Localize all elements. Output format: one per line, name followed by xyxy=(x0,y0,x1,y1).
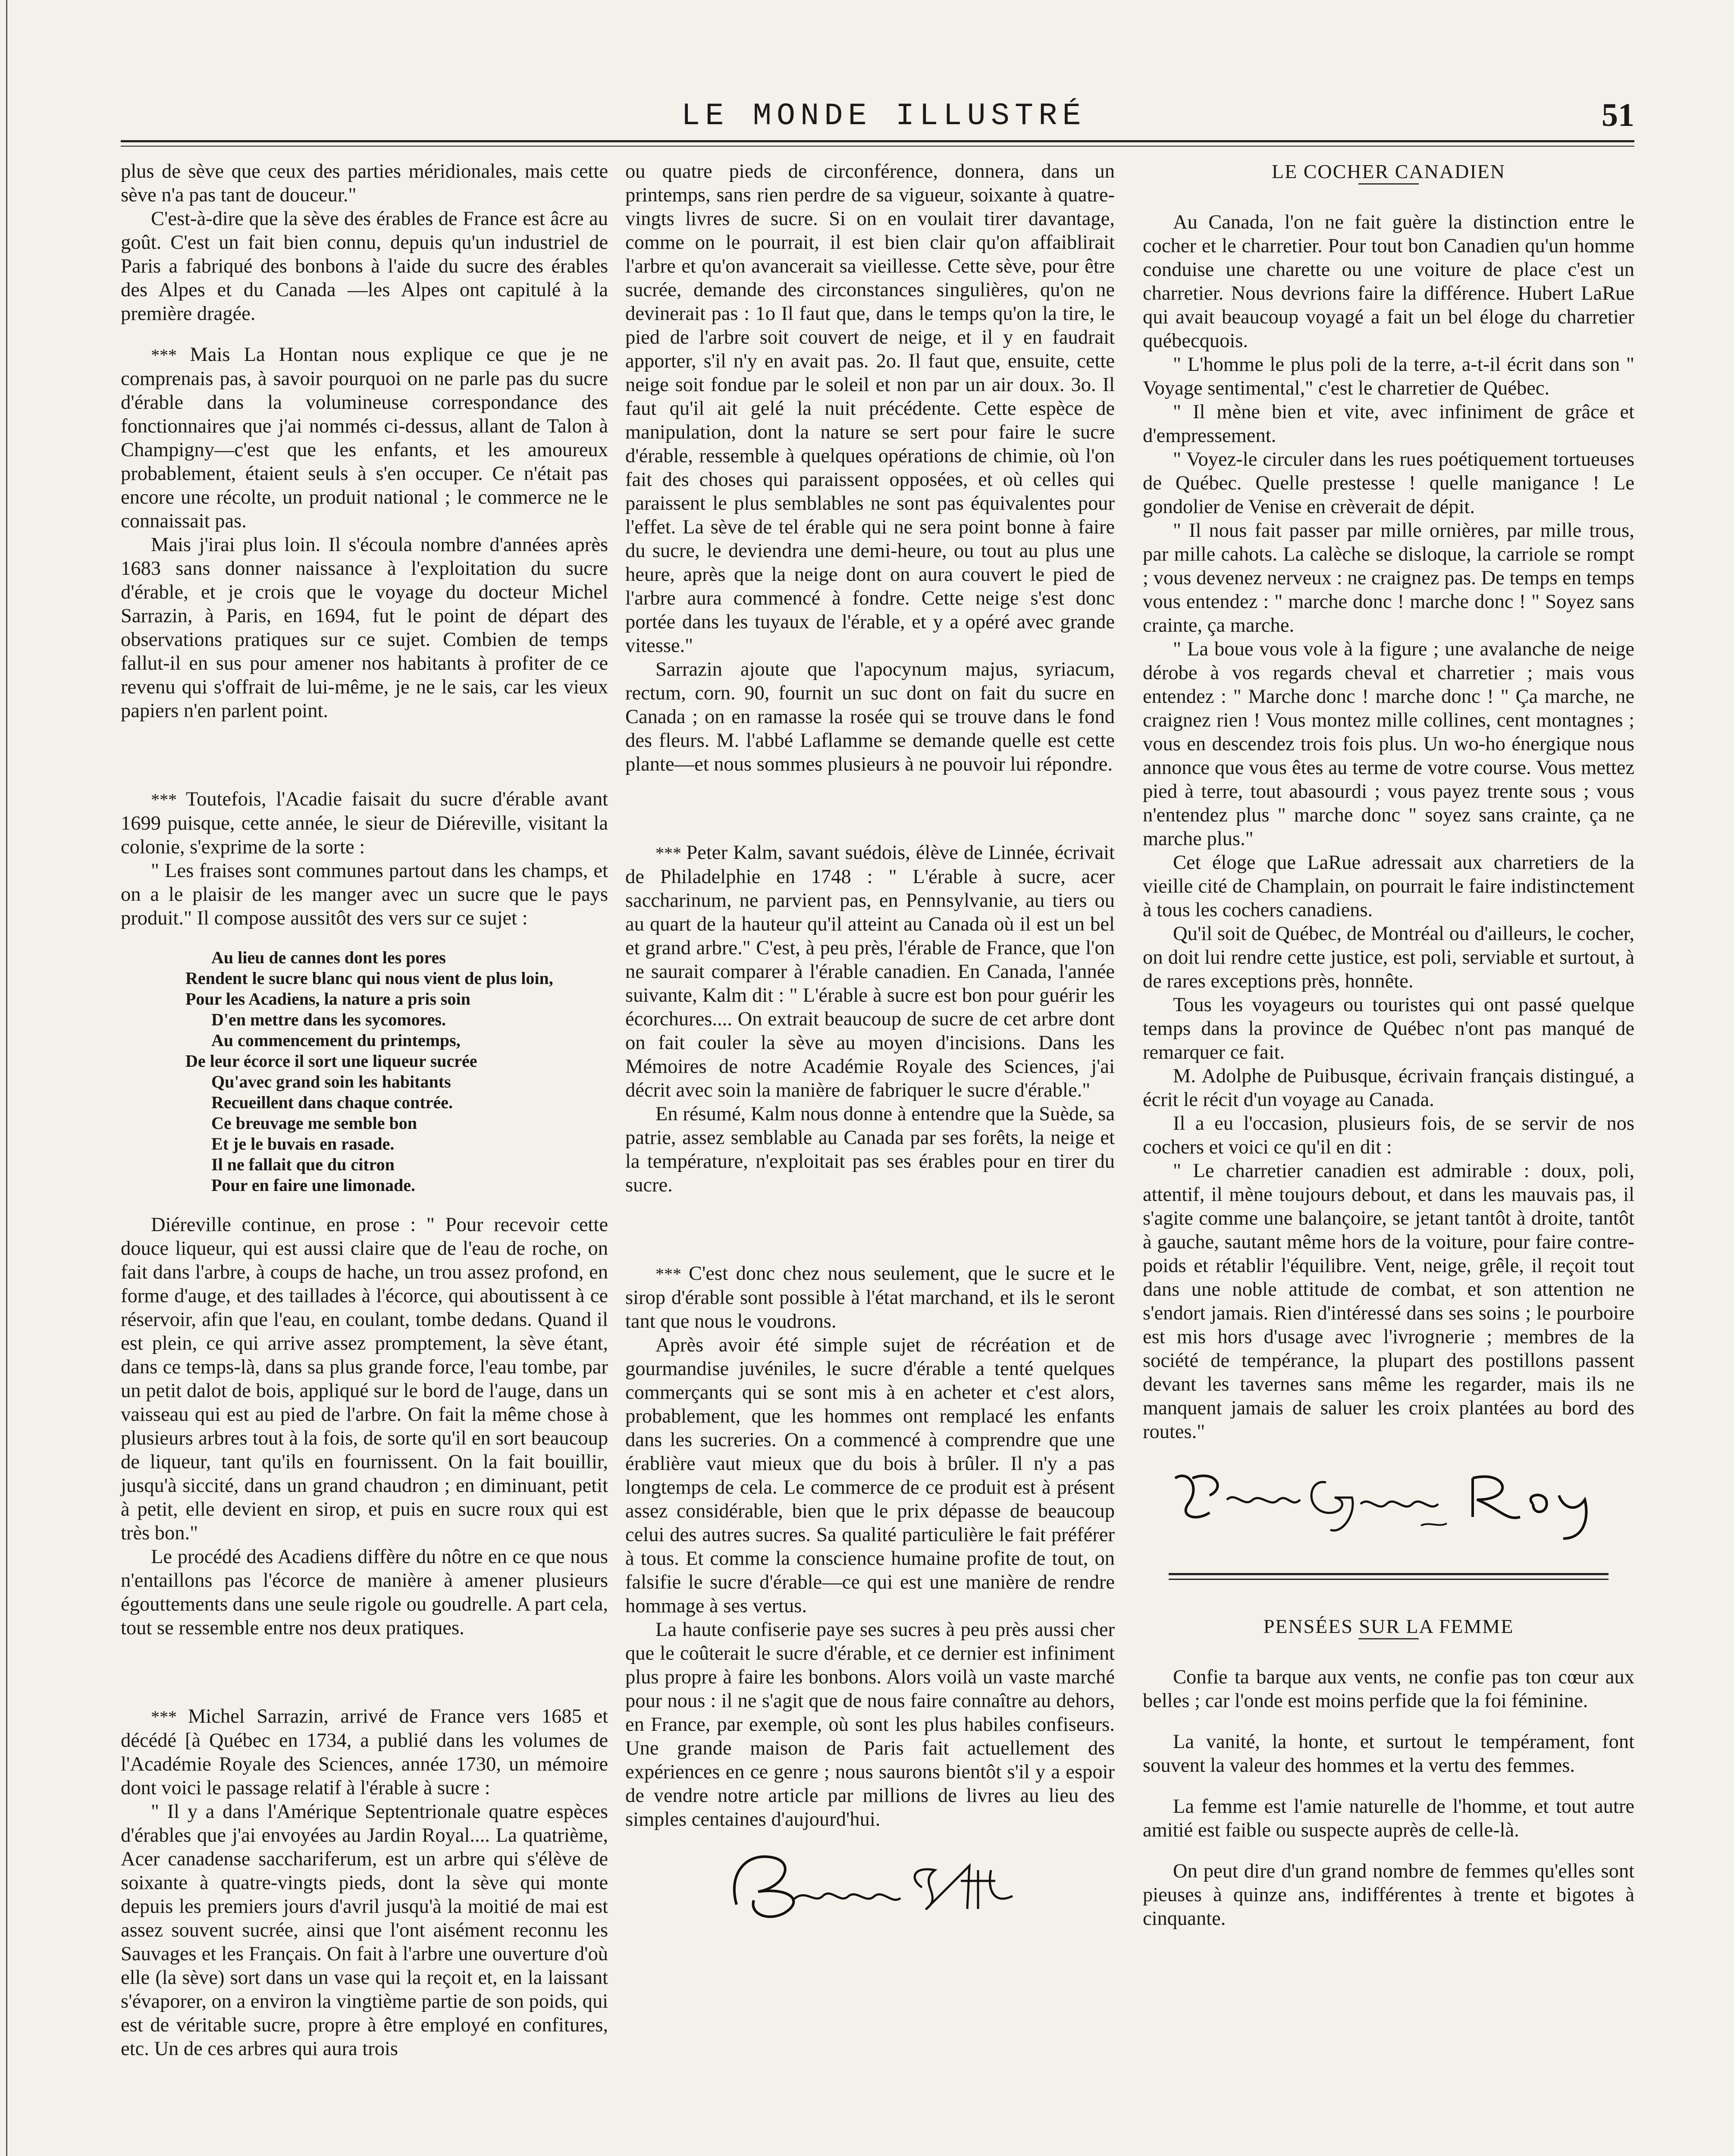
paragraph: Mais j'irai plus loin. Il s'écoula nombre d'années après 1683 sans donner naissance à l'exploitation du sucre d'érable, et je crois que le voyage du docteur Michel Sarrazin, à Paris, en 1694, fut le point de départ des observations pratiques sur ce sujet. Combien de temps fallut-il en sus pour amener nos habitants à profiter de ce revenu qui s'offrait de lui-même, je ne le sais, car les vieux papiers n'en parlent point. xyxy=(121,534,608,722)
paragraph: Sarrazin ajoute que l'apocynum majus, syriacum, rectum, corn. 90, fournit un suc dont on fait du sucre en Canada ; on en ramasse la rosée qui se trouve dans le fond des fleurs. M. l'abbé Laflamme se demande quelle est cette plante—et nous sommes plusieurs à ne pouvoir lui répondre. xyxy=(625,658,1115,775)
signature-pierre-georges-roy xyxy=(1162,1452,1615,1547)
publication-title: LE MONDE ILLUSTRÉ xyxy=(681,98,1086,134)
paragraph: *** Toutefois, l'Acadie faisait du sucre d'érable avant 1699 puisque, cette année, le sieur de Diéreville, visitant la colonie, s'exprime de la sorte : xyxy=(121,788,608,858)
paragraph: Tous les voyageurs ou touristes qui ont passé quelque temps dans la province de Québec n'ont pas manqué de remarquer ce fait. xyxy=(1143,994,1634,1063)
paragraph: " L'homme le plus poli de la terre, a-t-il écrit dans son " Voyage sentimental," c'est le charretier de Québec. xyxy=(1143,354,1634,399)
paragraph: Il a eu l'occasion, plusieurs fois, de se servir de nos cochers et voici ce qu'il en dit : xyxy=(1143,1112,1634,1158)
article-heading: LE COCHER CANADIEN xyxy=(1272,160,1505,182)
column-3 xyxy=(1143,160,1634,1930)
poem-line: Pour les Acadiens, la nature a pris soin xyxy=(185,989,470,1009)
heading-rule xyxy=(1358,183,1419,185)
paragraph: " Il nous fait passer par mille ornières, par mille trous, par mille cahots. La calèche se disloque, la carriole se rompt ; vous devenez nerveux : ne craignez pas. De temps en temps vous entendez : " marche donc ! marche donc ! " Soyez sans crainte, ça marche. xyxy=(1143,520,1634,636)
page-number: 51 xyxy=(1602,97,1634,133)
paragraph: *** Peter Kalm, savant suédois, élève de Linnée, écrivait de Philadelphie en 1748 : " L'érable à sucre, acer saccharinum, ne parvient pas, en Pennsylvanie, au tiers ou au quart de la hauteur qu'il atteint au Canada où il est un bel et grand arbre." C'est, à peu près, l'érable de France, que l'on ne saurait comparer à l'érable canadien. En Canada, l'année suivante, Kalm dit : " L'érable à sucre est bon pour guérir les écorchures.... On extrait beaucoup de sucre de cet arbre dont on fait couler la sève au moyen d'incisions. Dans les Mémoires de notre Académie Royale des Sciences, j'ai décrit avec soin la manière de fabriquer le sucre d'érable." xyxy=(625,842,1115,1101)
header-rule-thin xyxy=(121,146,1634,147)
paragraph: plus de sève que ceux des parties méridionales, mais cette sève n'a pas tant de douceur." xyxy=(121,160,608,206)
paragraph: M. Adolphe de Puibusque, écrivain français distingué, a écrit le récit d'un voyage au Canada. xyxy=(1143,1065,1634,1111)
paragraph: *** Mais La Hontan nous explique ce que je ne comprenais pas, à savoir pourquoi on ne parle pas du sucre d'érable dans la volumineuse correspondance des fonctionnaires que j'ai nommés ci-dessus, allant de Talon à Champigny—c'est que les enfants, et les amoureux probablement, étaient seuls à s'en occuper. Ce n'était pas encore une récolte, un produit national ; le commerce ne le connaissait pas. xyxy=(121,344,608,532)
paragraph: *** Michel Sarrazin, arrivé de France vers 1685 et décédé [à Québec en 1734, a publié dans les volumes de l'Académie Royale des Sciences, année 1730, un mémoire dont voici le passage relatif à l'érable à sucre : xyxy=(121,1705,608,1799)
poem-line: Ce breuvage me semble bon xyxy=(211,1113,417,1133)
poem-line: Recueillent dans chaque contrée. xyxy=(211,1093,453,1112)
asterism: *** xyxy=(655,1264,689,1284)
column-2 xyxy=(625,160,1115,1935)
paragraph: La haute confiserie paye ses sucres à peu près aussi cher que le coûterait le sucre d'érable, et ce dernier est infiniment plus propre à faire les bonbons. Alors voilà un vaste marché pour nous : il ne s'agit que de nous faire connaître au dehors, en France, par exemple, où sont les plus habiles confiseurs. Une grande maison de Paris fait actuellement des expériences en ce genre ; nous saurons bientôt s'il y a espoir de vendre notre article par millions de livres au lieu des simples centaines d'aujourd'hui. xyxy=(625,1619,1115,1830)
paragraph: " Voyez-le circuler dans les rues poétiquement tortueuses de Québec. Quelle prestesse ! quelle manigance ! Le gondolier de Venise en crèverait de dépit. xyxy=(1143,448,1634,518)
asterism: *** xyxy=(151,345,190,365)
paragraph: La vanité, la honte, et surtout le tempérament, font souvent la valeur des hommes et la vertu des femmes. xyxy=(1143,1731,1634,1777)
paragraph: Le procédé des Acadiens diffère du nôtre en ce que nous n'entaillons pas l'écorce de manière à amener plusieurs égouttements dans une seule rigole ou goudrelle. A part cela, tout se ressemble entre nos deux pratiques. xyxy=(121,1546,608,1639)
article-heading: PENSÉES SUR LA FEMME xyxy=(1263,1615,1514,1637)
poem-line: Rendent le sucre blanc qui nous vient de plus loin, xyxy=(185,968,553,988)
paragraph: Cet éloge que LaRue adressait aux charretiers de la vieille cité de Champlain, on pourrait le faire indistinctement à tous les cochers canadiens. xyxy=(1143,852,1634,921)
asterism: *** xyxy=(151,1707,188,1727)
paragraph: ou quatre pieds de circonférence, donnera, dans un printemps, sans rien perdre de sa vigueur, soixante à quatre-vingts livres de sucre. Si on en voulait tirer davantage, comme on le pourrait, il est bien clair qu'on affaiblirait l'arbre et qu'on avancerait sa vieillesse. Cette sève, pour être sucrée, demande des circonstances singulières, qu'on ne devinerait pas : 1o Il faut que, dans le temps qu'on la tire, le pied de l'arbre soit couvert de neige, et il y en faudrait apporter, s'il n'y en avait pas. 2o. Il faut que, ensuite, cette neige soit fondue par le soleil et non par un air doux. 3o. Il faut qu'il ait gelé la nuit précédente. Cette espèce de manipulation, dont la nature se sert pour faire le sucre d'érable, ressemble à quelques opérations de chimie, où l'on fait des choses qui paraissent opposées, et où celles qui paraissent le plus semblables ne sont pas équivalentes pour l'effet. La sève de tel érable qui ne sera point bonne à faire du sucre, le deviendra une demi-heure, ou tout au plus une heure, après que la neige dont on aura couvert le pied de l'arbre aura commencé à fondre. Cette neige s'est donc portée dans les tuyaux de l'érable, et y a opéré avec grande vitesse." xyxy=(625,160,1115,657)
masthead xyxy=(121,91,1634,138)
poem-line: Et je le buvais en rasade. xyxy=(211,1134,395,1153)
poem-line: Au lieu de cannes dont les pores xyxy=(211,948,446,967)
signature-benjamin-sulte xyxy=(719,1840,1021,1926)
paragraph: *** C'est donc chez nous seulement, que le sucre et le sirop d'érable sont possible à l'état marchand, et ils le seront tant que nous le voudrons. xyxy=(625,1263,1115,1332)
poem-line: Qu'avec grand soin les habitants xyxy=(211,1072,451,1091)
paragraph: Confie ta barque aux vents, ne confie pas ton cœur aux belles ; car l'onde est moins perfide que la foi féminine. xyxy=(1143,1666,1634,1712)
heading-rule xyxy=(1358,1638,1419,1639)
paragraph: " Le charretier canadien est admirable : doux, poli, attentif, il mène toujours debout, et dans les mauvais pas, il s'agite comme une balançoire, se jetant tantôt à droite, tantôt à gauche, sautant même hors de la voiture, pour faire contre-poids et rétablir l'équilibre. Vent, neige, grêle, il reçoit tout dans une noble attitude de combat, et son attention ne s'endort jamais. Rien d'intéressé dans ses soins ; le pourboire est mis hors d'usage avec l'ivrognerie ; membres de la société de tempérance, la plupart des postillons passent devant les tavernes sans même les regarder, mais ils ne manquent jamais de saluer les croix plantées au bord des routes." xyxy=(1143,1160,1634,1443)
paragraph: Diéreville continue, en prose : " Pour recevoir cette douce liqueur, qui est aussi claire que de l'eau de roche, on fait dans l'arbre, à coups de hache, un trou assez profond, en forme d'auge, et des taillades à l'écorce, qui aboutissent à ce réservoir, afin que l'eau, en coulant, tombe dedans. Quand il est plein, ce qui arrive assez promptement, la sève étant, dans ce temps-là, dans sa plus grande force, l'eau tombe, par un petit dalot de bois, appliqué sur le bord de l'auge, dans un vaisseau qui est au pied de l'arbre. On fait la même chose à plusieurs arbres tout à la fois, de sorte qu'il en sort beaucoup de liqueur, tant qu'ils en fournissent. On la fait bouillir, jusqu'à siccité, dans un grand chaudron ; en diminuant, petit à petit, elle devient en sirop, et puis en sucre roux qui est très bon." xyxy=(121,1214,608,1544)
poem-line: De leur écorce il sort une liqueur sucrée xyxy=(185,1051,477,1071)
poem xyxy=(185,947,608,1196)
paragraph: " Les fraises sont communes partout dans les champs, et on a le plaisir de les manger avec un sucre que le pays produit." Il compose aussitôt des vers sur ce sujet : xyxy=(121,860,608,929)
section-separator-thin xyxy=(1169,1579,1609,1580)
header-rule-thick xyxy=(121,140,1634,142)
paragraph: Qu'il soit de Québec, de Montréal ou d'ailleurs, le cocher, on doit lui rendre cette justice, est poli, serviable et surtout, à de rares exceptions près, honnête. xyxy=(1143,923,1634,992)
poem-line: D'en mettre dans les sycomores. xyxy=(211,1010,446,1029)
paragraph: On peut dire d'un grand nombre de femmes qu'elles sont pieuses à quinze ans, indifférentes à trente et bigotes à cinquante. xyxy=(1143,1860,1634,1930)
poem-line: Au commencement du printemps, xyxy=(211,1031,461,1050)
page-edge-line xyxy=(6,0,7,2156)
paragraph: C'est-à-dire que la sève des érables de France est âcre au goût. C'est un fait bien connu, depuis qu'un industriel de Paris a fabriqué des bonbons à l'aide du sucre des érables des Alpes et du Canada —les Alpes ont capitulé à la première dragée. xyxy=(121,208,608,325)
poem-line: Il ne fallait que du citron xyxy=(211,1155,395,1174)
paragraph: Après avoir été simple sujet de récréation et de gourmandise juvéniles, le sucre d'érable a tenté quelques commerçants qui se sont mis à en acheter et c'est alors, probablement, que les hommes ont remplacé les enfants dans les sucreries. On a commencé à comprendre que une érablière vaut mieux que du bois à brûler. Il n'y a pas longtemps de cela. Le commerce de ce produit est à présent assez considérable, bien que le prix dépasse de beaucoup celui des autres sucres. Sa qualité particulière le fait préférer à tous. Et comme la conscience humaine profite de tout, on falsifie le sucre d'érable—ce qui est une manière de rendre hommage à ses vertus. xyxy=(625,1334,1115,1617)
paragraph: En résumé, Kalm nous donne à entendre que la Suède, sa patrie, assez semblable au Canada par ses forêts, la neige et la température, n'exploitait pas ses érables pour en tirer du sucre. xyxy=(625,1103,1115,1196)
paragraph: " Il y a dans l'Amérique Septentrionale quatre espèces d'érables que j'ai envoyées au Jardin Royal.... La quatrième, Acer canadense sacchariferum, est un arbre qui s'élève de soixante à quatre-vingts pieds, dont la sève qui monte depuis les premiers jours d'avril jusqu'à la moitié de mai est assez souvent sucrée, ainsi que l'ont aisément reconnu les Sauvages et les Français. On fait à l'arbre une ouverture d'où elle (la sève) sort dans un vase qui la reçoit et, en la laissant s'évaporer, on a environ la vingtième partie de son poids, qui est de véritable sucre, propre à être employé en confitures, etc. Un de ces arbres qui aura trois xyxy=(121,1801,608,2060)
asterism: *** xyxy=(655,843,687,863)
column-1 xyxy=(121,160,608,2061)
paragraph: Au Canada, l'on ne fait guère la distinction entre le cocher et le charretier. Pour tout bon Canadien qu'un homme conduise une charette ou une voiture de place c'est un charretier. Nous devrions faire la différence. Hubert LaRue qui avait beaucoup voyagé a fait un bel éloge du charretier québecquois. xyxy=(1143,211,1634,352)
paragraph: " La boue vous vole à la figure ; une avalanche de neige dérobe à vos regards cheval et charretier ; mais vous entendez : " Marche donc ! marche donc ! " Ça marche, ne craignez rien ! Vous montez mille collines, cent montagnes ; vous en descendez trois fois plus. Un wo-ho énergique nous annonce que vous êtes au terme de votre course. Vous mettez pied à terre, tout abasourdi ; vous payez trente sous ; vous n'entendez plus " marche donc " soyez sans crainte, ça ne marche plus." xyxy=(1143,638,1634,850)
paragraph: La femme est l'amie naturelle de l'homme, et tout autre amitié est faible ou suspecte auprès de celle-là. xyxy=(1143,1796,1634,1841)
poem-line: Pour en faire une limonade. xyxy=(211,1175,415,1195)
asterism: *** xyxy=(151,790,186,809)
paragraph: " Il mène bien et vite, avec infiniment de grâce et d'empressement. xyxy=(1143,401,1634,447)
section-separator-thick xyxy=(1169,1573,1609,1575)
